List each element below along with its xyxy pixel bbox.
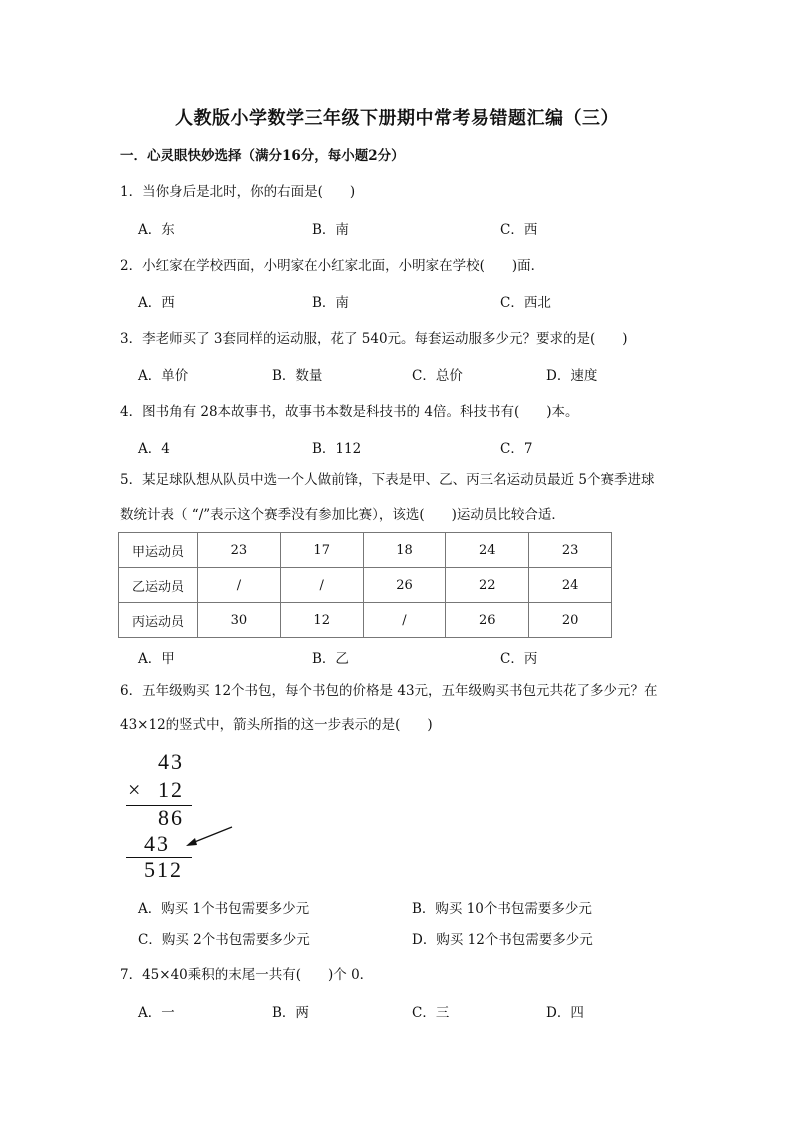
table-cell: 24 <box>446 533 529 568</box>
question-6-text-line1: 6．五年级购买 12个书包，每个书包的价格是 43元，五年级购买书包元共花了多少元？在 <box>120 683 658 699</box>
question-2-option-b: B．南 <box>312 295 349 311</box>
table-cell: 30 <box>198 603 281 638</box>
goals-table <box>118 532 612 638</box>
question-2-text: 2．小红家在学校西面，小明家在小红家北面，小明家在学校( )面． <box>120 258 545 274</box>
question-4-option-b: B．112 <box>312 441 362 457</box>
section-heading: 一．心灵眼快妙选择（满分16分，每小题2分） <box>120 148 405 164</box>
question-5-option-a: A．甲 <box>138 651 175 667</box>
table-cell: 甲运动员 <box>119 533 198 568</box>
table-cell: 23 <box>198 533 281 568</box>
multiply-sign: × <box>128 777 143 802</box>
table-cell: 22 <box>446 568 529 603</box>
table-cell: 20 <box>529 603 612 638</box>
question-4-option-a: A．4 <box>138 441 170 457</box>
table-row <box>119 533 612 568</box>
question-7-text: 7．45×40乘积的末尾一共有( )个 0． <box>120 967 374 983</box>
table-cell: 18 <box>363 533 446 568</box>
question-6-option-d: D．购买 12个书包需要多少元 <box>412 932 593 948</box>
table-cell: / <box>363 603 446 638</box>
table-cell: 乙运动员 <box>119 568 198 603</box>
table-cell: 24 <box>529 568 612 603</box>
question-5-text-line1: 5．某足球队想从队员中选一个人做前锋，下表是甲、乙、丙三名运动员最近 5个赛季进球 <box>120 472 655 488</box>
question-6-option-b: B．购买 10个书包需要多少元 <box>412 901 592 917</box>
table-cell: 23 <box>529 533 612 568</box>
question-7-option-c: C．三 <box>412 1005 450 1021</box>
question-1-option-b: B．南 <box>312 222 349 238</box>
question-1-option-a: A．东 <box>138 222 175 238</box>
table-cell: 26 <box>363 568 446 603</box>
question-2-option-c: C．西北 <box>500 295 551 311</box>
question-5-text-line2: 数统计表（ “/”表示这个赛季没有参加比赛），该选( )运动员比较合适． <box>120 507 565 523</box>
multiplicand: 43 <box>158 749 184 774</box>
vertical-multiplication <box>120 748 232 884</box>
partial-product-1: 86 <box>158 805 184 830</box>
question-4-text: 4．图书角有 28本故事书，故事书本数是科技书的 4倍。科技书有( )本。 <box>120 404 579 420</box>
question-6-option-c: C．购买 2个书包需要多少元 <box>138 932 310 948</box>
table-cell: 17 <box>280 533 363 568</box>
table-row <box>119 603 612 638</box>
question-6-text-line2: 43×12的竖式中，箭头所指的这一步表示的是( ) <box>120 717 433 733</box>
question-1-text: 1．当你身后是北时，你的右面是( ) <box>120 184 356 200</box>
question-2-option-a: A．西 <box>138 295 175 311</box>
question-3-text: 3．李老师买了 3套同样的运动服，花了 540元。每套运动服多少元？要求的是( ) <box>120 331 628 347</box>
table-cell: 丙运动员 <box>119 603 198 638</box>
table-cell: / <box>198 568 281 603</box>
table-cell: 26 <box>446 603 529 638</box>
partial-product-2: 43 <box>144 831 170 856</box>
page-title: 人教版小学数学三年级下册期中常考易错题汇编（三） <box>175 108 619 129</box>
product-result: 512 <box>144 857 183 882</box>
question-3-option-a: A．单价 <box>138 368 189 384</box>
question-3-option-d: D．速度 <box>546 368 598 384</box>
question-5-option-b: B．乙 <box>312 651 349 667</box>
question-7-option-d: D．四 <box>546 1005 584 1021</box>
arrow-icon <box>180 824 234 850</box>
table-row <box>119 568 612 603</box>
table-cell: / <box>280 568 363 603</box>
question-3-option-c: C．总价 <box>412 368 463 384</box>
question-6-option-a: A．购买 1个书包需要多少元 <box>138 901 310 917</box>
question-5-option-c: C．丙 <box>500 651 538 667</box>
question-3-option-b: B．数量 <box>272 368 323 384</box>
question-7-option-a: A．一 <box>138 1005 175 1021</box>
question-4-option-c: C．7 <box>500 441 533 457</box>
table-cell: 12 <box>280 603 363 638</box>
multiplier: 12 <box>158 777 184 802</box>
question-1-option-c: C．西 <box>500 222 538 238</box>
question-7-option-b: B．两 <box>272 1005 309 1021</box>
